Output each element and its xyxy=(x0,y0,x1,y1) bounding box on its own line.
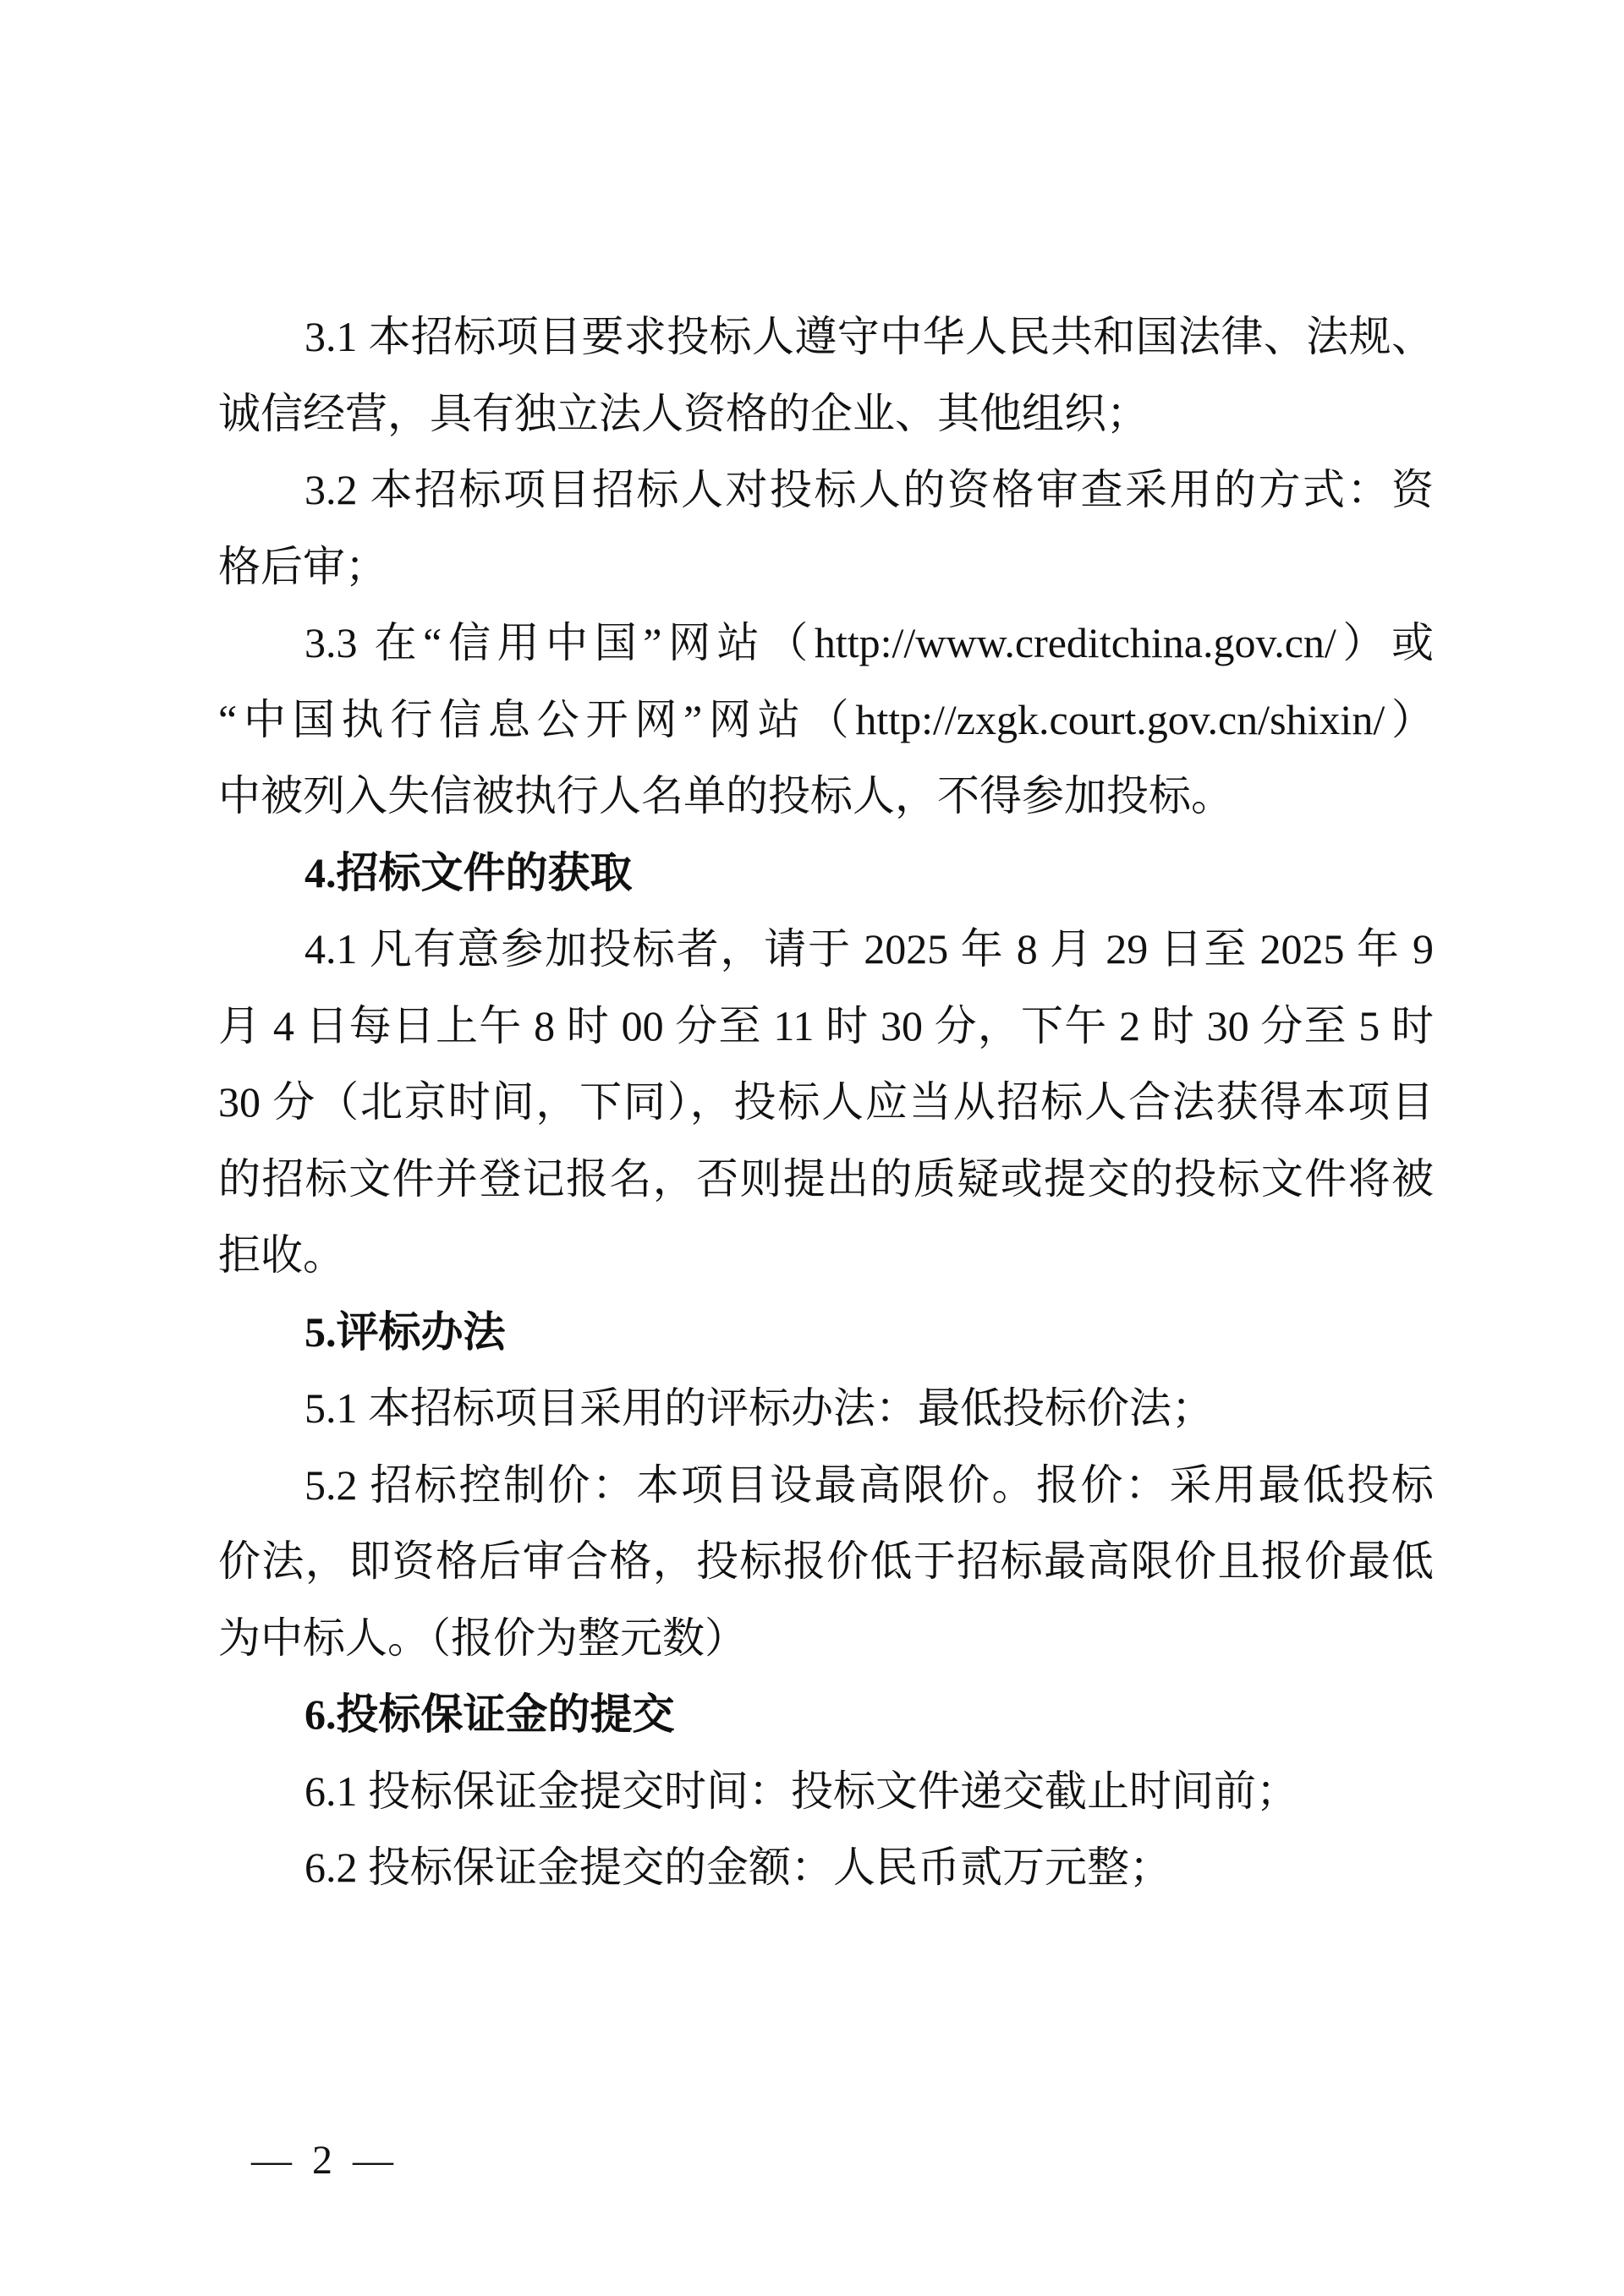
text-line: 中被列入失信被执行人名单的投标人，不得参加投标。 xyxy=(218,772,1233,819)
paragraph xyxy=(218,605,1434,835)
text-line: 3.2 本招标项目招标人对投标人的资格审查采用的方式：资 xyxy=(304,466,1434,513)
paragraph xyxy=(218,1753,1434,1830)
paragraph xyxy=(218,911,1434,1294)
text-line: 6.投标保证金的提交 xyxy=(304,1690,675,1738)
section-heading xyxy=(218,835,1434,912)
paragraph xyxy=(218,1829,1434,1906)
text-line: 诚信经营，具有独立法人资格的企业、其他组织； xyxy=(218,389,1149,437)
text-line: 4.1 凡有意参加投标者，请于 2025 年 8 月 29 日至 2025 年 9 xyxy=(304,925,1434,973)
text-line: 30 分（北京时间，下同），投标人应当从招标人合法获得本项目 xyxy=(218,1078,1434,1126)
text-line: 月 4 日每日上午 8 时 00 分至 11 时 30 分，下午 2 时 30 分至 5 时 xyxy=(218,1001,1434,1049)
text-line: 为中标人。（报价为整元数） xyxy=(218,1614,747,1662)
text-line: 拒收。 xyxy=(218,1231,345,1279)
text-line: “中国执行信息公开网”网站（http://zxgk.court.gov.cn/shixin/） xyxy=(218,695,1434,743)
paragraph xyxy=(218,299,1434,452)
section-heading xyxy=(218,1676,1434,1753)
text-line: 6.1 投标保证金提交时间：投标文件递交截止时间前； xyxy=(304,1767,1298,1815)
document-body xyxy=(218,299,1434,1906)
text-line: 的招标文件并登记报名，否则提出的质疑或提交的投标文件将被 xyxy=(218,1154,1434,1203)
text-line: 5.2 招标控制价：本项目设最高限价。报价：采用最低投标 xyxy=(304,1460,1434,1509)
text-line: 价法，即资格后审合格，投标报价低于招标最高限价且报价最低 xyxy=(218,1537,1434,1585)
text-line: 4.招标文件的获取 xyxy=(304,848,633,896)
paragraph xyxy=(218,1447,1434,1677)
section-heading xyxy=(218,1294,1434,1371)
text-line: 5.1 本招标项目采用的评标办法：最低投标价法； xyxy=(304,1384,1214,1432)
paragraph xyxy=(218,452,1434,605)
text-line: 3.1 本招标项目要求投标人遵守中华人民共和国法律、法规、 xyxy=(304,313,1434,360)
text-line: 5.评标办法 xyxy=(304,1307,506,1356)
page-number: — 2 — xyxy=(251,2138,398,2183)
text-line: 6.2 投标保证金提交的金额：人民币贰万元整； xyxy=(304,1844,1171,1891)
text-line: 3.3 在“信用中国”网站（http://www.creditchina.gov.cn/）或 xyxy=(304,619,1434,666)
text-line: 格后审； xyxy=(218,542,387,590)
paragraph xyxy=(218,1370,1434,1447)
